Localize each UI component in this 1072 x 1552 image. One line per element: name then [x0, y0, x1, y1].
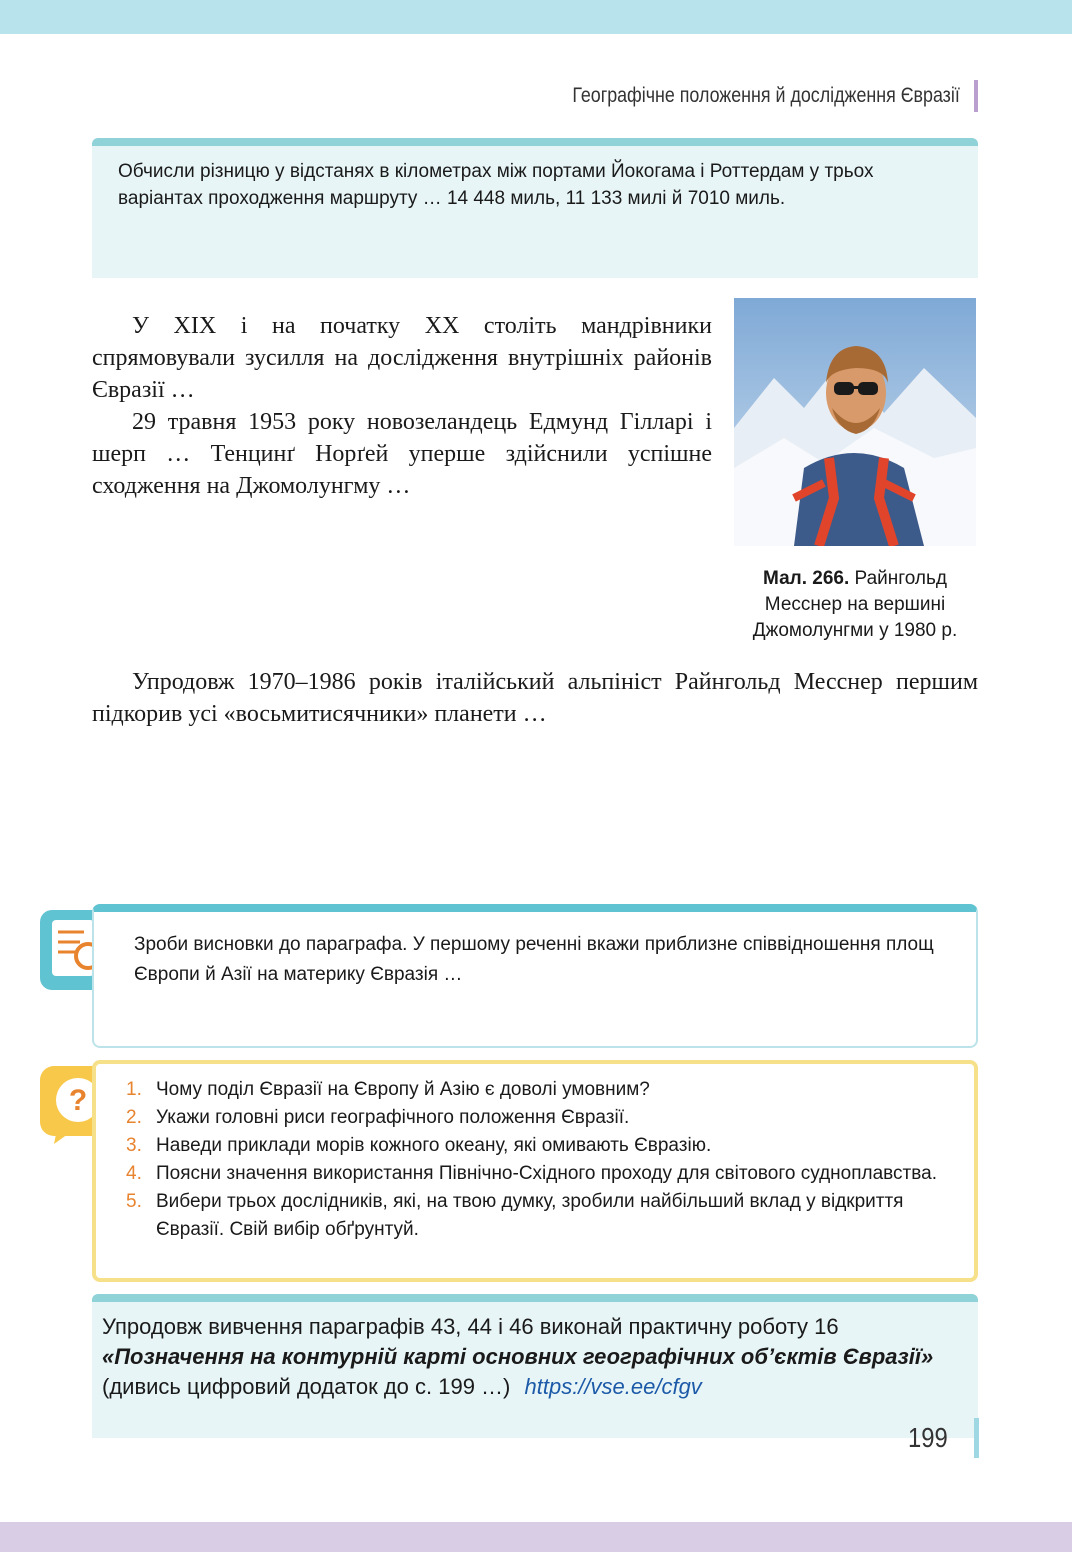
task-box — [92, 138, 978, 278]
question-item: 3. Наведи приклади морів кожного океану, які омивають Євразію. — [126, 1135, 712, 1156]
svg-text:?: ? — [68, 1084, 88, 1117]
practical-tail: (дивись цифровий додаток до с. 199 …) — [102, 1374, 511, 1399]
task-box-text: Обчисли різницю у відстанях в кілометрах між портами Йокогама і Роттердам у трьох варіантах проходження маршруту … 14 448 миль, 11 133 милі й 7010 миль. — [118, 161, 874, 209]
figure-caption-text: Райнгольд Месснер на вершині Джомолунгми у 1980 р. — [752, 568, 958, 641]
practical-lead: Упродовж вивчення параграфів 43, 44 і 46 виконай практичну роботу 16 — [102, 1314, 839, 1339]
review-questions-list — [126, 1076, 954, 1244]
conclusion-text: Зроби висновки до параграфа. У першому реченні вкажи приблизне співвідношення площ Європи й Азії на материку Євразія … — [134, 934, 934, 985]
conclusion-box — [92, 904, 978, 1048]
page-number: 199 — [908, 1422, 948, 1453]
figure-caption-label: Мал. 266. — [763, 568, 850, 589]
body-paragraph-3: Упродовж 1970–1986 років італійський альпініст Райнгольд Месснер першим підкорив усі «восьмитисячники» планети … — [92, 669, 978, 727]
body-paragraph-1: У XIX і на початку XX століть мандрівники спрямовували зусилля на дослідження внутрішніх районів Євразії … — [92, 313, 712, 403]
question-item: 2. Укажи головні риси географічного положення Євразії. — [126, 1107, 630, 1128]
page-number-accent-bar — [974, 1418, 979, 1458]
figure-photo — [734, 298, 976, 546]
question-item: 4. Поясни значення використання Північно-Східного проходу для світового судноплавства. — [126, 1163, 937, 1184]
mountaineer-photo-illustration — [734, 298, 976, 546]
body-paragraph-2: 29 травня 1953 року новозеландець Едмунд Гілларі і шерп … Тенцинґ Норґей уперше здійснили успішне сходження на Джомолунгму … — [92, 409, 712, 499]
bottom-color-band — [0, 1522, 1072, 1552]
figure-caption — [728, 566, 982, 644]
review-questions-box — [92, 1060, 978, 1282]
top-color-band — [0, 0, 1072, 34]
running-header: Географічне положення й дослідження Євразії — [572, 84, 960, 107]
body-paragraphs-top — [92, 310, 712, 502]
question-item: 1. Чому поділ Євразії на Європу й Азію є доволі умовним? — [126, 1079, 650, 1100]
practical-work-box — [92, 1294, 978, 1438]
header-accent-bar — [974, 80, 978, 112]
question-item: 5. Вибери трьох дослідників, які, на твою думку, зробили найбільший вклад у відкриття Євразії. Свій вибір обґрунтуй. — [126, 1191, 904, 1240]
digital-appendix-link[interactable]: https://vse.ee/cfgv — [524, 1374, 702, 1399]
practical-title: «Позначення на контурній карті основних географічних об’єктів Євразії» — [102, 1344, 934, 1369]
